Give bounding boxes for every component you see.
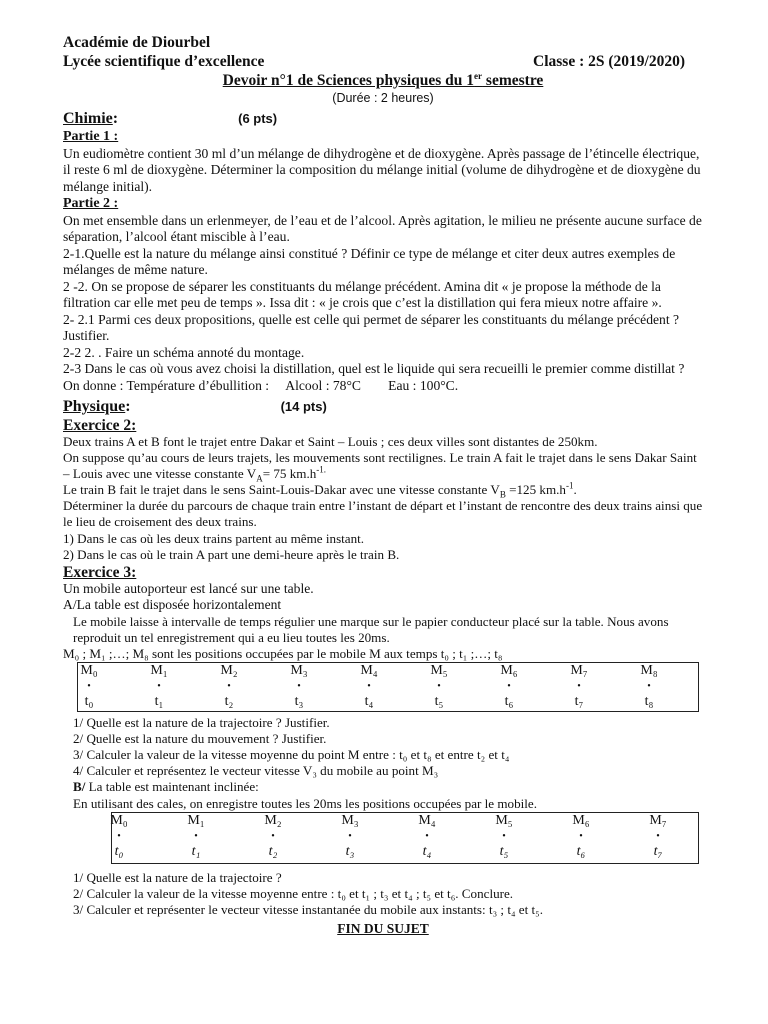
- exercice-2-title: Exercice 2:: [63, 417, 137, 434]
- position-marker: [556, 813, 606, 860]
- partie-2-line: 2- 2.1 Parmi ces deux propositions, quelle est celle qui permet de séparer les constituants du mélange précédent ? Justifier.: [63, 311, 680, 343]
- position-marker: [274, 663, 324, 710]
- section-physique: [63, 397, 703, 416]
- partie-2-line: 2 -2. On se propose de séparer les constituants du mélange précédent. Amina dit « je propose la méthode de la filtration car elle met peu de temps ». Issa dit : « je crois que c’est la distillation qui fera mieux notre affaire ».: [63, 278, 662, 310]
- position-dot: •: [194, 830, 198, 842]
- position-dot: •: [227, 681, 231, 693]
- time-label: t₃: [294, 694, 304, 710]
- section-label: Physique: [63, 398, 126, 415]
- position-label: M₄: [418, 812, 436, 828]
- time-label: t₁: [154, 694, 164, 710]
- time-label: t₇: [574, 694, 584, 710]
- ex2-text: Le train B fait le trajet dans le sens Saint-Louis-Dakar avec une vitesse constante V: [63, 482, 500, 498]
- time-label: t₁: [191, 843, 201, 859]
- part-b-label: B/: [73, 779, 86, 795]
- position-dot: •: [656, 830, 660, 842]
- position-dot: •: [507, 681, 511, 693]
- position-label: M₂: [220, 663, 238, 679]
- ex2-text: On suppose qu’au cours de leurs trajets, les mouvements sont rectilignes. Le train A fait le trajet dans le sens Dakar Saint – Louis avec une vitesse constante V: [63, 450, 697, 482]
- school-name: Lycée scientifique d’excellence: [63, 53, 265, 70]
- ex2-line: Déterminer la durée du parcours de chaque train entre l’instant de départ et l’instant de rencontre des deux trains ainsi que le lieu de croisement des deux trains.: [63, 498, 703, 530]
- ex2-question: 1) Dans le cas où les deux trains partent au même instant.: [63, 530, 365, 546]
- title-suffix: semestre: [482, 72, 544, 89]
- time-label: t₆: [504, 694, 514, 710]
- ex2-sup: -1: [565, 480, 574, 491]
- partie-2-line: On donne : Température d’ébullition : Alcool : 78°C Eau : 100°C.: [63, 377, 459, 393]
- position-label: M₃: [290, 663, 308, 679]
- section-chimie: [63, 109, 703, 128]
- position-label: M₂: [264, 812, 282, 828]
- position-dot: •: [502, 830, 506, 842]
- position-dot: •: [647, 681, 651, 693]
- partie-2-line: 2-3 Dans le cas où vous avez choisi la distillation, quel est le liquide qui sera recueilli le premier comme distillat ?: [63, 361, 685, 376]
- position-marker: [134, 663, 184, 710]
- ex2-question: 2) Dans le cas où le train A part une demi-heure après le train B.: [63, 546, 400, 562]
- ex2-sup: -1.: [316, 464, 327, 475]
- position-label: M₅: [495, 812, 513, 828]
- position-marker: [402, 813, 452, 860]
- ex2-line: [63, 482, 703, 498]
- time-label: t₄: [364, 694, 374, 710]
- ex3-part-a: A/La table est disposée horizontalement: [63, 597, 282, 613]
- position-label: M₄: [360, 663, 378, 679]
- position-label: M₆: [500, 663, 518, 679]
- position-label: M₈: [640, 663, 658, 679]
- time-label: t₇: [653, 843, 663, 859]
- section-points: (6 pts): [238, 111, 278, 126]
- duration: (Durée : 2 heures): [332, 91, 434, 105]
- ex3-question-b: 2/ Calculer la valeur de la vitesse moyenne entre : t₀ et t₁ ; t₃ et t₄ ; t₅ et t₆. Conclure.: [73, 885, 514, 901]
- partie-2-line: 2-2 2. . Faire un schéma annoté du montage.: [63, 344, 305, 360]
- ex3-line: En utilisant des cales, on enregistre toutes les 20ms les positions occupées par le mobile.: [73, 795, 537, 811]
- position-marker: [204, 663, 254, 710]
- position-dot: •: [271, 830, 275, 842]
- ex3-part-b: [63, 779, 703, 795]
- title-text: Devoir n°1 de Sciences physiques du 1: [222, 72, 475, 89]
- ex2-text: = 75 km.h: [262, 466, 317, 482]
- ex2-line: [63, 450, 703, 482]
- academy-name: Académie de Diourbel: [63, 34, 211, 51]
- section-label: Chimie: [63, 110, 113, 127]
- ex2-sub: A: [256, 473, 263, 484]
- position-dot: •: [297, 681, 301, 693]
- exam-title: [63, 72, 703, 90]
- ex3-question-a: 3/ Calculer la valeur de la vitesse moyenne du point M entre : t₀ et t₈ et entre t₂ et t₄: [73, 747, 510, 763]
- position-marker: [484, 663, 534, 710]
- position-marker: [479, 813, 529, 860]
- time-label: t₆: [576, 843, 586, 859]
- position-dot: •: [577, 681, 581, 693]
- position-dot: •: [87, 681, 91, 693]
- ex3-question-a: 1/ Quelle est la nature de la trajectoire ? Justifier.: [73, 715, 330, 731]
- ex3-question-b: 1/ Quelle est la nature de la trajectoire ?: [73, 869, 282, 885]
- position-dot: •: [425, 830, 429, 842]
- position-label: M₁: [187, 812, 205, 828]
- ex3-line: M₀ ; M₁ ;…; M₈ sont les positions occupées par le mobile M aux temps t₀ ; t₁ ;…; t₈: [63, 645, 503, 661]
- ex3-question-a: 4/ Calculer et représentez le vecteur vitesse V₃ du mobile au point M₃: [73, 763, 439, 779]
- position-label: M₅: [430, 663, 448, 679]
- ex2-sub: B: [499, 489, 506, 500]
- exercice-3-title: Exercice 3:: [63, 563, 137, 581]
- part-b-text: La table est maintenant inclinée:: [85, 779, 259, 795]
- position-label: M₇: [570, 663, 588, 679]
- class-label: Classe : 2S (2019/2020): [533, 53, 685, 70]
- position-marker: [64, 663, 114, 710]
- time-label: t₂: [224, 694, 234, 710]
- ex2-text: .: [573, 482, 577, 498]
- position-label: M₁: [150, 663, 168, 679]
- position-dot: •: [437, 681, 441, 693]
- section-points: (14 pts): [280, 399, 327, 414]
- time-label: t₄: [422, 843, 432, 859]
- recording-table-horizontal: [77, 662, 699, 712]
- time-label: t₃: [345, 843, 355, 859]
- ex2-text: =125 km.h: [505, 482, 566, 498]
- time-label: t₀: [84, 694, 94, 710]
- position-dot: •: [348, 830, 352, 842]
- ex3-line: Le mobile laisse à intervalle de temps régulier une marque sur le papier conducteur placé sur la table. Nous avons reproduit un tel enregistrement qui a eu lieu toutes les 20ms.: [73, 613, 669, 645]
- partie-2-title: Partie 2 :: [63, 196, 119, 211]
- position-marker: [624, 663, 674, 710]
- position-label: M₀: [110, 812, 128, 828]
- position-label: M₀: [80, 663, 98, 679]
- time-label: t₅: [434, 694, 444, 710]
- position-dot: •: [117, 830, 121, 842]
- position-marker: [325, 813, 375, 860]
- partie-1-title: Partie 1 :: [63, 129, 119, 144]
- title-sup: er: [474, 70, 483, 81]
- end-of-exam: FIN DU SUJET: [337, 920, 429, 936]
- ex3-line: Un mobile autoporteur est lancé sur une table.: [63, 580, 314, 596]
- position-marker: [94, 813, 144, 860]
- position-dot: •: [579, 830, 583, 842]
- recording-table-inclined: [111, 812, 699, 864]
- position-label: M₆: [572, 812, 590, 828]
- position-marker: [633, 813, 683, 860]
- ex3-question-a: 2/ Quelle est la nature du mouvement ? Justifier.: [73, 731, 327, 747]
- header-row: [63, 52, 703, 71]
- ex2-line: Deux trains A et B font le trajet entre Dakar et Saint – Louis ; ces deux villes sont distantes de 250km.: [63, 434, 598, 449]
- section-colon: :: [125, 398, 131, 415]
- partie-2-line: On met ensemble dans un erlenmeyer, de l’eau et de l’alcool. Après agitation, le milieu ne présente aucune surface de séparation, l’alcool étant miscible à l’eau.: [63, 212, 702, 244]
- partie-2-line: 2-1.Quelle est la nature du mélange ainsi constitué ? Définir ce type de mélange et citer deux autres exemples de mélanges de même nature.: [63, 245, 676, 277]
- position-marker: [344, 663, 394, 710]
- position-label: M₇: [649, 812, 667, 828]
- time-label: t₅: [499, 843, 509, 859]
- ex3-question-b: 3/ Calculer et représenter le vecteur vitesse instantanée du mobile aux instants: t₃ ; t₄ et t₅.: [73, 901, 544, 917]
- position-dot: •: [367, 681, 371, 693]
- partie-1-text: Un eudiomètre contient 30 ml d’un mélange de dihydrogène et de dioxygène. Après passage de l’étincelle électrique, il reste 6 ml de dioxygène. Déterminer la composition du mélange initial (volume de dihydrogène et de dioxygène du mélange initial).: [63, 145, 701, 194]
- exam-sheet: [63, 33, 703, 937]
- time-label: t₀: [114, 843, 124, 859]
- position-dot: •: [157, 681, 161, 693]
- section-colon: :: [112, 110, 119, 127]
- position-marker: [414, 663, 464, 710]
- position-marker: [171, 813, 221, 860]
- time-label: t₈: [644, 694, 654, 710]
- time-label: t₂: [268, 843, 278, 859]
- position-marker: [248, 813, 298, 860]
- position-marker: [554, 663, 604, 710]
- position-label: M₃: [341, 812, 359, 828]
